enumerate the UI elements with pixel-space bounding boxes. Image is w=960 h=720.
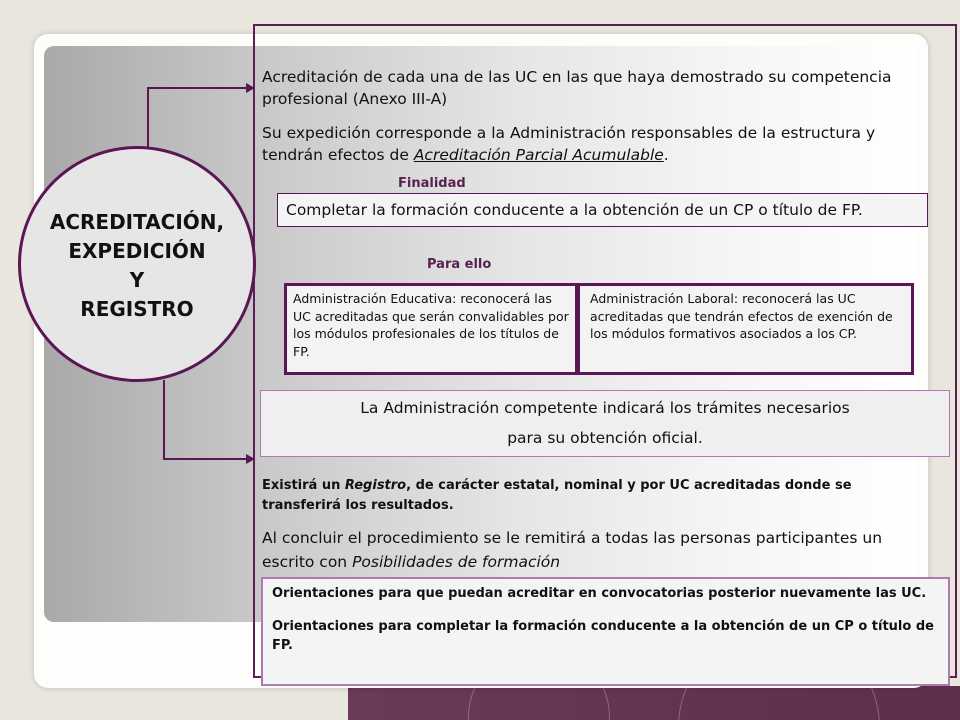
- tramites-box: [260, 390, 950, 457]
- administracion-laboral-text: Administración Laboral: reconocerá las UC acreditadas que tendrán efectos de exención de los módulos formativos asociados a los CP.: [590, 291, 893, 341]
- connector-up-vertical: [147, 88, 149, 150]
- posibilidades-term: Posibilidades de formación: [352, 553, 561, 571]
- arrow-right-icon: [246, 83, 255, 93]
- circle-title: ACREDITACIÓN, EXPEDICIÓN Y REGISTRO: [49, 210, 225, 321]
- concluir-paragraph: [262, 526, 930, 574]
- registro-text-end: , de carácter estatal, nominal y por UC acreditadas donde se transferirá los resultados.: [262, 478, 852, 513]
- orientaciones-item-2: Orientaciones para completar la formación conducente a la obtención de un CP o título de FP.: [272, 619, 934, 653]
- administracion-laboral-box: [577, 283, 914, 375]
- para-ello-label: Para ello: [427, 257, 492, 272]
- administracion-educativa-text: Administración Educativa: reconocerá las UC acreditadas que serán convalidables por los módulos profesionales de los títulos de FP.: [293, 291, 569, 359]
- paragraph-expedicion: [262, 122, 932, 166]
- connector-down-vertical: [163, 380, 165, 460]
- registro-text-start: Existirá un: [262, 478, 345, 493]
- finalidad-label: Finalidad: [398, 176, 466, 191]
- registro-term: Registro: [344, 478, 407, 493]
- finalidad-text: Completar la formación conducente a la obtención de un CP o título de FP.: [286, 201, 863, 219]
- acreditacion-parcial-term: Acreditación Parcial Acumulable: [413, 146, 664, 164]
- paragraph-expedicion-end: .: [663, 146, 669, 164]
- paragraph-acreditacion: [262, 66, 938, 110]
- orientaciones-item-1: Orientaciones para que puedan acreditar en convocatorias posterior nuevamente las UC.: [272, 586, 927, 601]
- concluir-text: Al concluir el procedimiento se le remitirá a todas las personas participantes un escrito con: [262, 529, 883, 571]
- connector-up-horizontal: [147, 87, 249, 89]
- topic-circle: [18, 146, 256, 382]
- connector-down-horizontal: [163, 458, 249, 460]
- footer-decoration-band: [348, 686, 960, 720]
- paragraph-expedicion-text: Su expedición corresponde a la Administración responsables de la estructura y tendrán efectos de: [262, 124, 876, 164]
- paragraph-acreditacion-text: Acreditación de cada una de las UC en las que haya demostrado su competencia profesional (Anexo III-A): [262, 68, 892, 108]
- registro-paragraph: [262, 476, 922, 516]
- tramites-line-2: para su obtención oficial.: [507, 429, 703, 447]
- administracion-educativa-box: [284, 283, 578, 375]
- tramites-line-1: La Administración competente indicará los trámites necesarios: [360, 399, 850, 417]
- orientaciones-box: [261, 577, 950, 686]
- arrow-right-icon: [246, 454, 255, 464]
- finalidad-box: [277, 193, 928, 227]
